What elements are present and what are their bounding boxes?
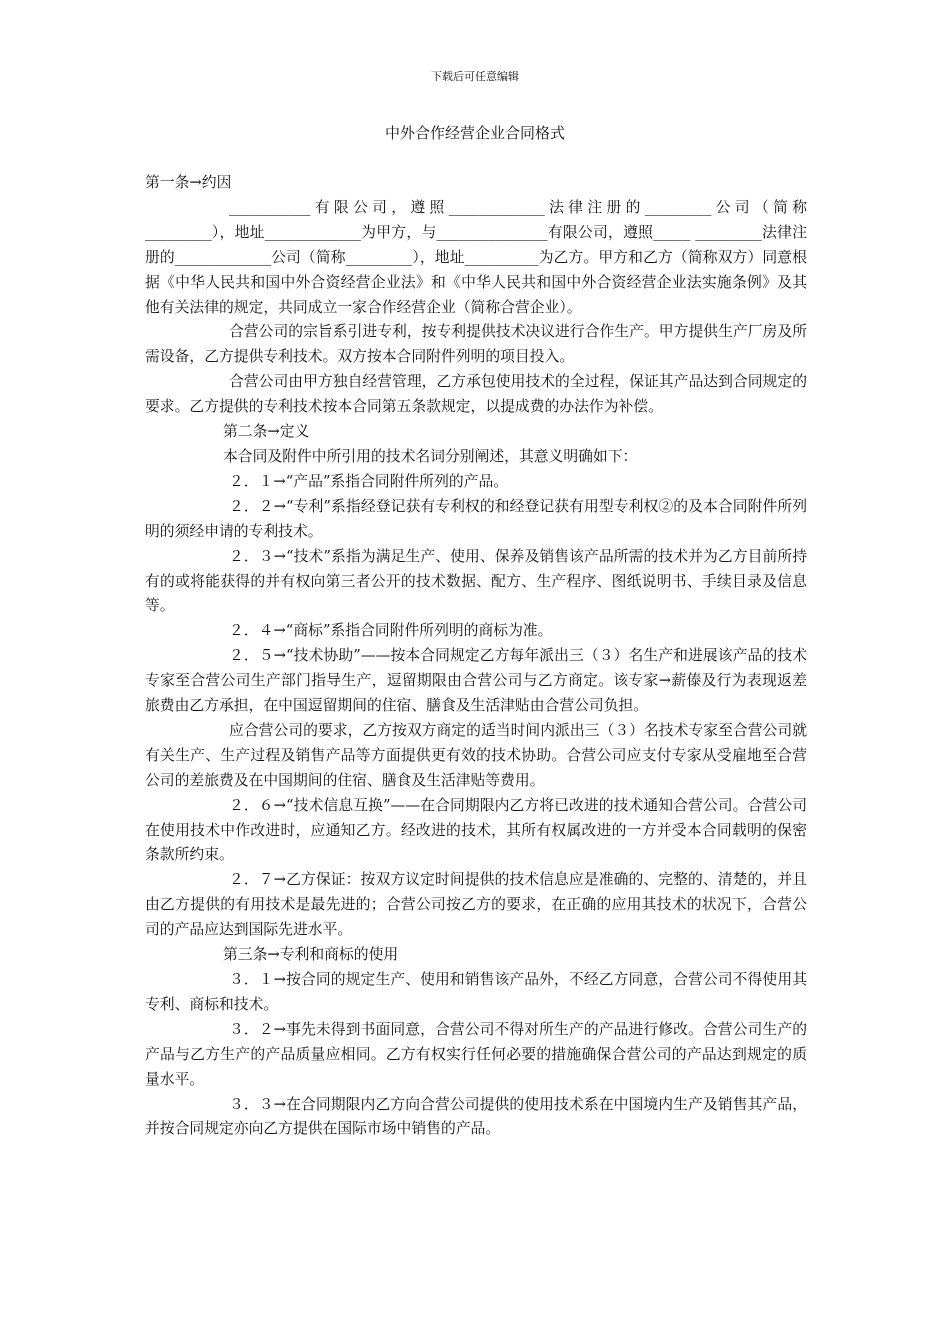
article-2-2: ２．２→“专利”系指经登记获有专利权的和经登记获有用型专利权②的及本合同附件所列明的须经申请的专利技术。 xyxy=(145,497,807,540)
article-3-1: ３．１→按合同的规定生产、使用和销售该产品外，不经乙方同意，合营公司不得使用其专利、商标和技术。 xyxy=(145,971,807,1013)
article-3-heading: 第三条→专利和商标的使用 xyxy=(223,946,399,964)
article-3-3: ３．３→在合同期限内乙方向合营公司提供的使用技术系在中国境内生产及销售其产品，并按合同规定亦向乙方提供在国际市场中销售的产品。 xyxy=(145,1095,807,1138)
header-note: 下载后可任意编辑 xyxy=(431,70,519,83)
article-1-purpose: 合营公司的宗旨系引进专利，按专利提供技术决议进行合作生产。甲方提供生产厂房及所需设备，乙方提供专利技术。双方按本合同附件列明的项目投入。 xyxy=(145,323,807,366)
article-2-6: ２．６→“技术信息互换”——在合同期限内乙方将已改进的技术通知合营公司。合营公司在使用技术中作改进时，应通知乙方。经改进的技术，其所有权属改进的一方并受本合同载明的保密条款所约束。 xyxy=(145,796,807,864)
article-3-2: ３．２→事先未得到书面同意，合营公司不得对所生产的产品进行修改。合营公司生产的产品与乙方生产的产品质量应相同。乙方有权实行任何必要的措施确保合营公司的产品达到规定的质量水平。 xyxy=(145,1020,807,1088)
article-2-1: ２．１→“产品”系指合同附件所列的产品。 xyxy=(229,472,509,490)
article-1-heading: 第一条→约因 xyxy=(145,174,232,191)
article-2-5: ２．５→“技术协助”——按本合同规定乙方每年派出三（３）名生产和进展该产品的技术专家至合营公司生产部门指导生产，逗留期限由合营公司与乙方商定。该专家→薪傣及行为表现返差旅费由乙方承担，在中国逗留期间的住宿、膳食及生活津贴由合营公司负担。 xyxy=(145,647,807,715)
document-body xyxy=(145,171,807,1142)
article-2-intro: 本合同及附件中所引用的技术名词分别阐述，其意义明确如下： xyxy=(223,447,638,465)
article-1-parties: ___________有限公司，遵照_____________法律注册的_________公司（简称_________），地址_____________为甲方，与_______________有限公司，遵照_____ _________法律注册的_____________公司（简称_________），地址__________为乙方。甲方和乙方（简称双方）同意根据《中华人民共和国中外合资经营企业法》和《中华人民共和国中外合资经营企业法实施条例》及其他有关法律的规定，共同成立一家合作经营企业（简称合营企业）。 xyxy=(145,198,807,316)
document-title: 中外合作经营企业合同格式 xyxy=(384,124,565,142)
article-2-3: ２．３→“技术”系指为满足生产、使用、保养及销售该产品所需的技术并为乙方目前所持有的或将能获得的并有权向第三者公开的技术数据、配方、生产程序、图纸说明书、手续目录及信息等。 xyxy=(145,547,807,615)
article-2-heading: 第二条→定义 xyxy=(223,423,310,441)
article-2-5-continued: 应合营公司的要求，乙方按双方商定的适当时间内派出三（３）名技术专家至合营公司就有关生产、生产过程及销售产品等方面提供更有效的技术协助。合营公司应支付专家从受雇地至合营公司的差旅费及在中国期间的住宿、膳食及生活津贴等费用。 xyxy=(145,721,807,789)
article-2-7: ２．７→乙方保证：按双方议定时间提供的技术信息应是准确的、完整的、清楚的，并且由乙方提供的有用技术是最先进的；合营公司按乙方的要求，在正确的应用其技术的状况下，合营公司的产品应达到国际先进水平。 xyxy=(145,871,807,939)
article-2-4: ２．４→“商标”系指合同附件所列明的商标为准。 xyxy=(229,622,553,640)
article-1-management: 合营公司由甲方独自经营管理，乙方承包使用技术的全过程，保证其产品达到合同规定的要求。乙方提供的专利技术按本合同第五条款规定，以提成费的办法作为补偿。 xyxy=(145,373,807,416)
